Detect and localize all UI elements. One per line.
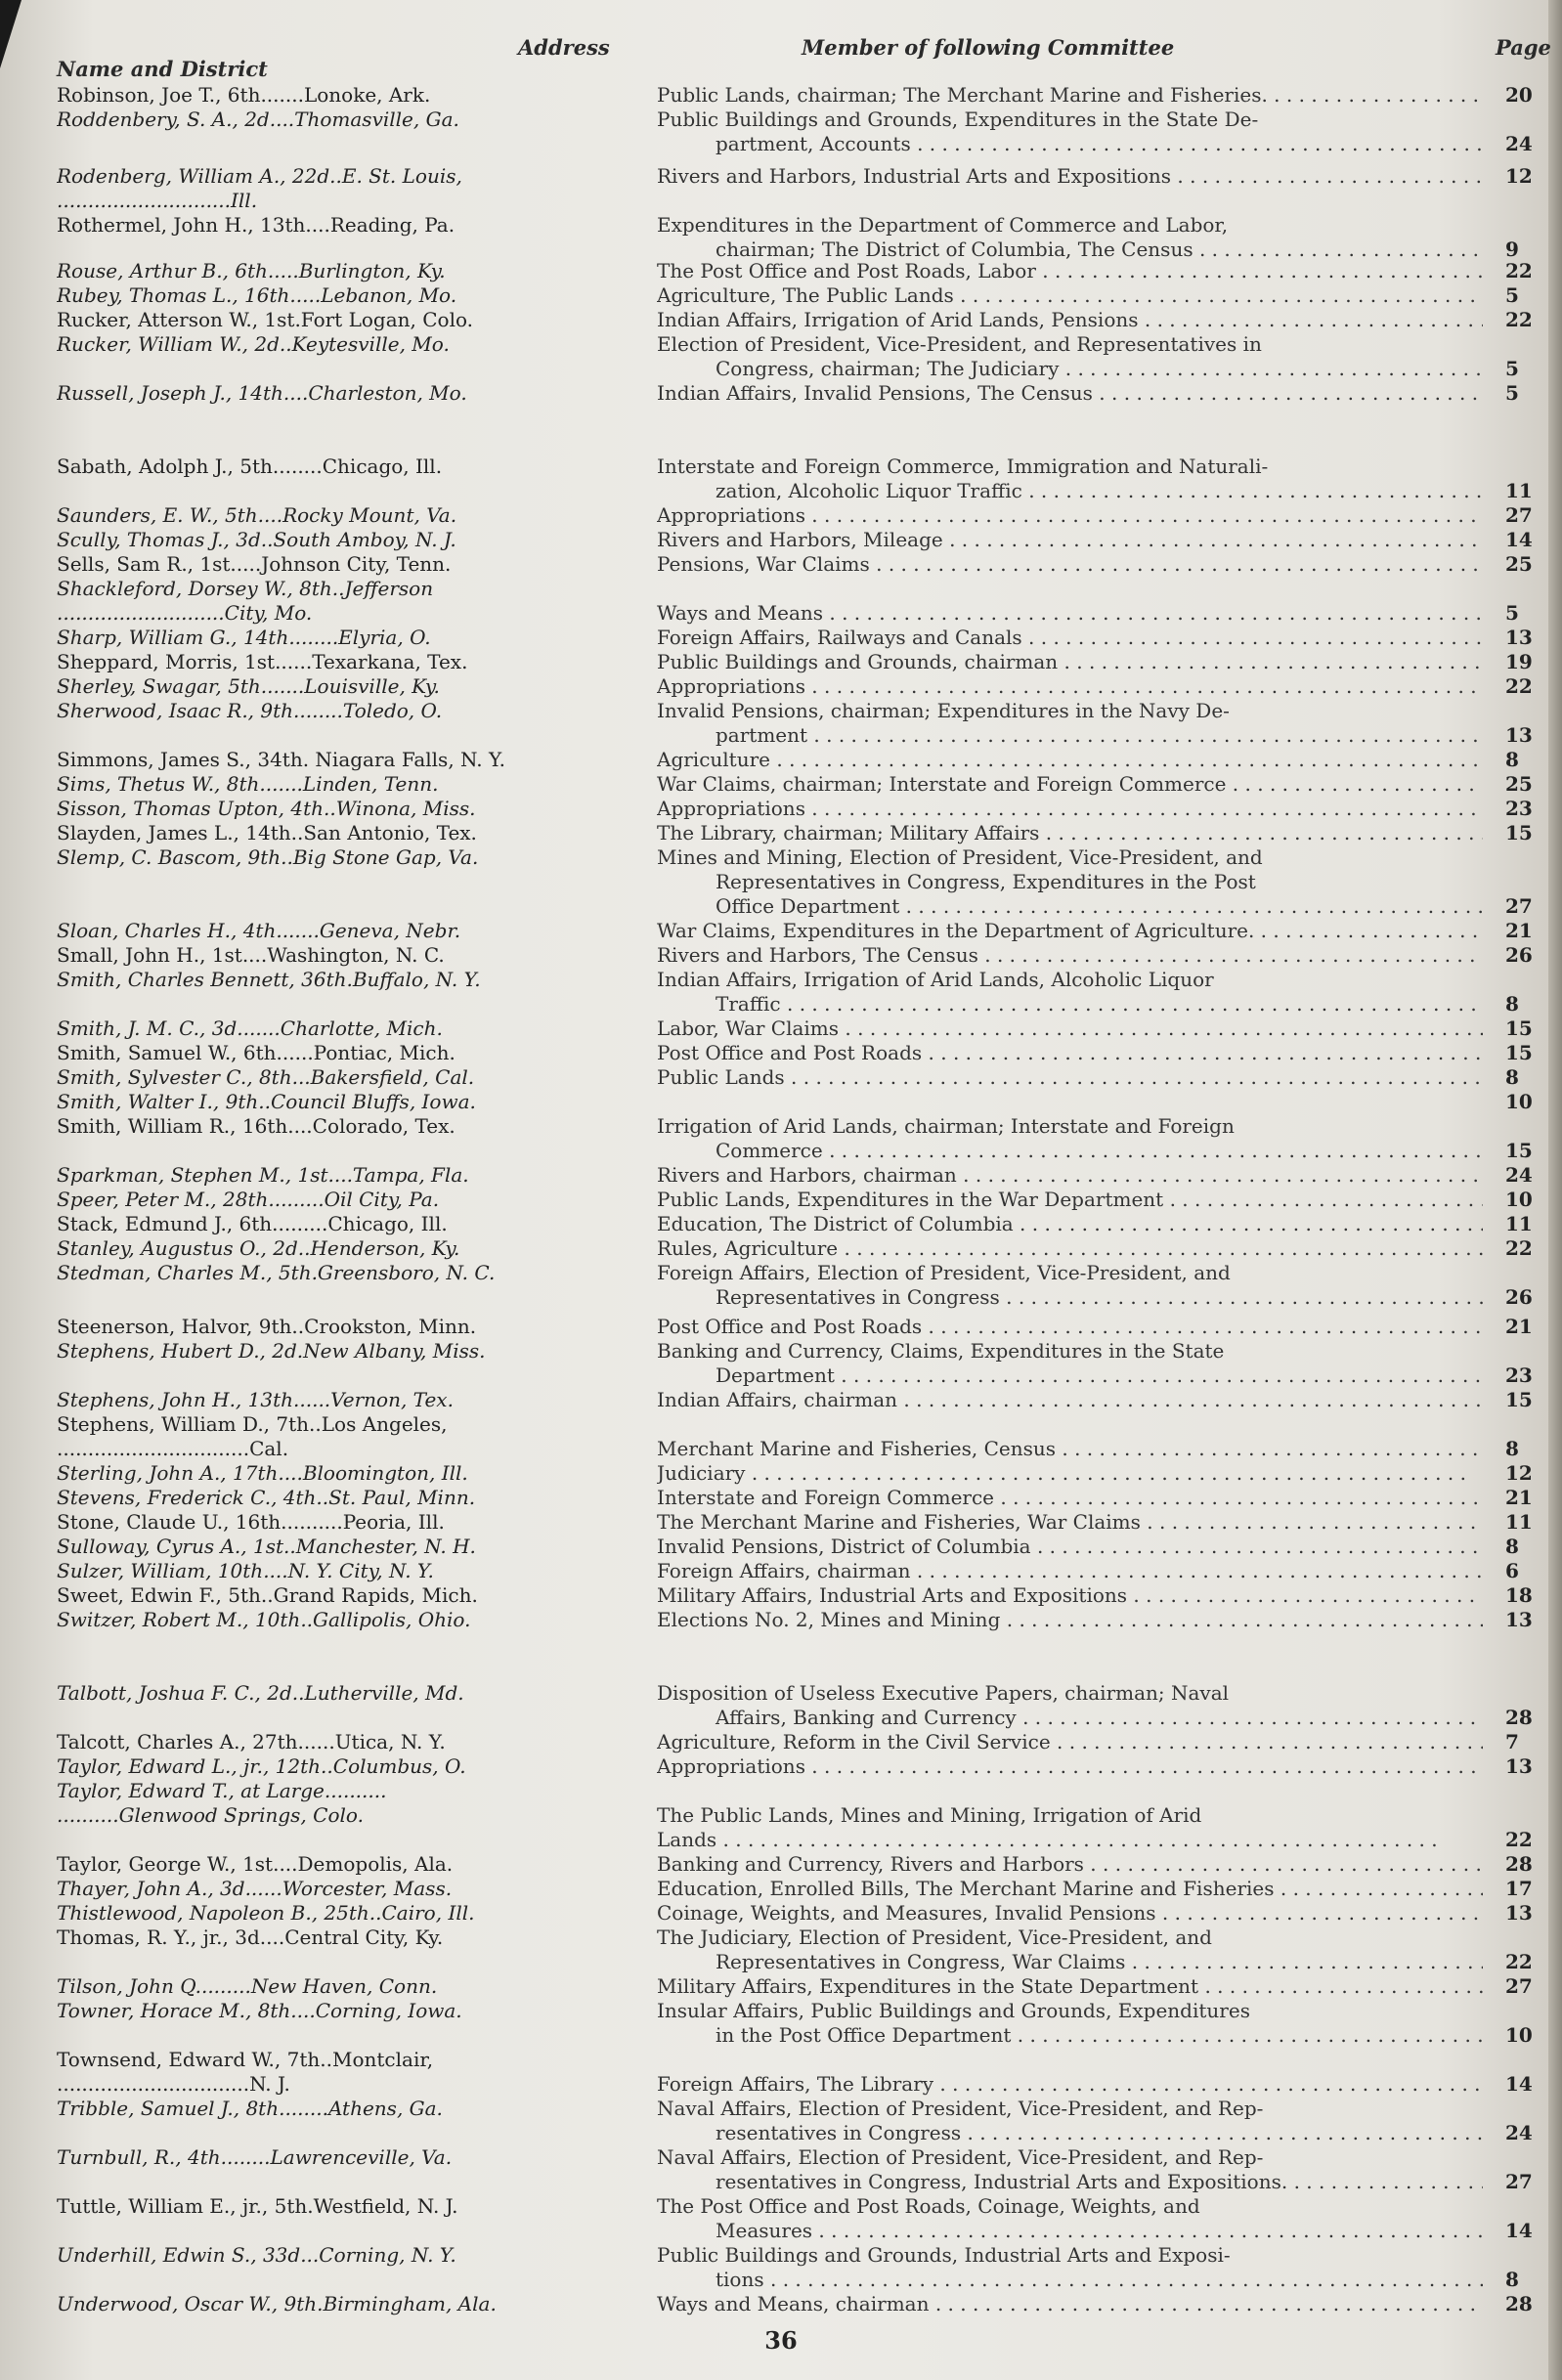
member-name-district-address: Sloan, Charles H., 4th.......Geneva, Nebr. xyxy=(57,919,461,942)
page-reference: 25 xyxy=(1505,772,1533,796)
committee-list xyxy=(657,968,1483,1017)
committee-line: Agriculture . . . xyxy=(657,748,1483,772)
committee-line xyxy=(657,1412,1483,1437)
committee-list xyxy=(657,1041,1483,1065)
committee-list xyxy=(657,821,1483,845)
page-reference: 28 xyxy=(1505,1852,1533,1876)
page-reference: 14 xyxy=(1505,528,1533,551)
committee-list xyxy=(657,2048,1483,2097)
committee-list xyxy=(657,626,1483,650)
page-reference: 10 xyxy=(1505,1090,1533,1113)
member-name-district-address: Rubey, Thomas L., 16th.....Lebanon, Mo. xyxy=(57,283,457,307)
member-name-district-address: Sulloway, Cyrus A., 1st..Manchester, N. H. xyxy=(57,1535,476,1558)
committee-line: Agriculture, Reform in the Civil Service . . . xyxy=(657,1730,1483,1754)
member-name-district-address: Underhill, Edwin S., 33d...Corning, N. Y. xyxy=(57,2243,456,2267)
committee-line: Lands . . . xyxy=(657,1828,1483,1852)
committee-list xyxy=(657,674,1483,699)
page-reference: 15 xyxy=(1505,821,1533,844)
committee-list xyxy=(657,1114,1483,1163)
committee-line: The Judiciary, Election of President, Vice-President, and xyxy=(657,1926,1212,1949)
committee-list xyxy=(657,1852,1483,1877)
committee-line: The Public Lands, Mines and Mining, Irrigation of Arid xyxy=(657,1803,1202,1827)
committee-list xyxy=(657,2097,1483,2145)
committee-list xyxy=(657,943,1483,968)
member-name-district-address: Smith, Samuel W., 6th......Pontiac, Mich. xyxy=(57,1041,456,1064)
committee-list xyxy=(657,1974,1483,1999)
page-reference: 24 xyxy=(1505,132,1533,155)
page-reference: 9 xyxy=(1505,238,1519,261)
committee-line: Public Lands . . . xyxy=(657,1065,1483,1090)
page-reference: 22 xyxy=(1505,308,1533,331)
committee-line: Naval Affairs, Election of President, Vice-President, and Rep- xyxy=(657,2097,1264,2120)
committee-line: Office Department . . . xyxy=(657,894,1483,919)
committee-list xyxy=(657,213,1483,262)
committee-list xyxy=(657,1926,1483,1974)
committee-list xyxy=(657,552,1483,577)
committee-list xyxy=(657,1339,1483,1388)
page-reference: 13 xyxy=(1505,626,1533,649)
committee-line: Ways and Means, chairman . . . xyxy=(657,2292,1483,2316)
committee-list xyxy=(657,1535,1483,1559)
committee-list xyxy=(657,2145,1483,2194)
page-reference: 13 xyxy=(1505,1901,1533,1925)
member-name-district-address: Sparkman, Stephen M., 1st....Tampa, Fla. xyxy=(57,1163,469,1187)
page-reference: 5 xyxy=(1505,381,1519,405)
committee-list xyxy=(657,1681,1483,1730)
committee-list xyxy=(657,1754,1483,1779)
committee-line: resentatives in Congress . . . xyxy=(657,2121,1483,2145)
page-reference: 26 xyxy=(1505,1285,1533,1309)
committee-line: Indian Affairs, Irrigation of Arid Lands, Alcoholic Liquor xyxy=(657,968,1214,991)
committee-line: Invalid Pensions, chairman; Expenditures in the Navy De- xyxy=(657,699,1230,722)
page-reference: 22 xyxy=(1505,259,1533,282)
committee-list xyxy=(657,454,1483,503)
member-name-district-address: Sharp, William G., 14th........Elyria, O. xyxy=(57,626,431,649)
member-name-district-address: Stephens, William D., 7th..Los Angeles, ...............................Cal. xyxy=(57,1412,448,1460)
page-reference: 28 xyxy=(1505,2292,1533,2315)
member-name-district-address: Shackleford, Dorsey W., 8th..Jefferson ...........................City, Mo. xyxy=(57,577,434,625)
page-corner-fold xyxy=(0,0,22,68)
committee-list xyxy=(657,1901,1483,1926)
page-reference: 15 xyxy=(1505,1139,1533,1162)
committee-line: Education, The District of Columbia . . . xyxy=(657,1212,1483,1236)
committee-list xyxy=(657,1065,1483,1090)
member-name-district-address: Rucker, Atterson W., 1st.Fort Logan, Colo. xyxy=(57,308,474,331)
member-name-district-address: Thayer, John A., 3d......Worcester, Mass. xyxy=(57,1877,453,1900)
committee-line: in the Post Office Department . . . xyxy=(657,2023,1483,2048)
member-name-district-address: Smith, William R., 16th....Colorado, Tex. xyxy=(57,1114,456,1138)
member-name-district-address: Rothermel, John H., 13th....Reading, Pa. xyxy=(57,213,456,237)
page-reference: 24 xyxy=(1505,2121,1533,2144)
member-name-district-address: Smith, Walter I., 9th..Council Bluffs, Iowa. xyxy=(57,1090,476,1113)
committee-line: The Post Office and Post Roads, Labor . . . xyxy=(657,259,1483,283)
page-reference: 24 xyxy=(1505,1163,1533,1187)
page-reference: 27 xyxy=(1505,2170,1533,2193)
member-name-district-address: Sterling, John A., 17th....Bloomington, Ill. xyxy=(57,1461,468,1485)
page-reference: 15 xyxy=(1505,1041,1533,1064)
member-name-district-address: Tribble, Samuel J., 8th........Athens, Ga. xyxy=(57,2097,443,2120)
member-name-district-address: Stephens, Hubert D., 2d.New Albany, Miss. xyxy=(57,1339,486,1363)
page-reference: 14 xyxy=(1505,2219,1533,2242)
committee-line: Appropriations . . . xyxy=(657,797,1483,821)
member-name-district-address: Sherwood, Isaac R., 9th........Toledo, O. xyxy=(57,699,443,722)
page-reference: 12 xyxy=(1505,1461,1533,1485)
committee-line: Measures . . . xyxy=(657,2219,1483,2243)
column-header-name: Name and District xyxy=(57,57,268,81)
committee-line: War Claims, chairman; Interstate and Foreign Commerce . . . xyxy=(657,772,1483,797)
page-reference: 27 xyxy=(1505,503,1533,527)
page-reference: 11 xyxy=(1505,479,1533,502)
committee-line: Judiciary . . . xyxy=(657,1461,1483,1486)
page-reference: 11 xyxy=(1505,1510,1533,1534)
committee-line: Congress, chairman; The Judiciary . . . xyxy=(657,357,1483,381)
member-name-district-address: Robinson, Joe T., 6th.......Lonoke, Ark. xyxy=(57,83,431,107)
page-reference: 26 xyxy=(1505,943,1533,967)
committee-line: Interstate and Foreign Commerce, Immigration and Naturali- xyxy=(657,454,1269,478)
committee-line: Labor, War Claims . . . xyxy=(657,1017,1483,1041)
committee-line: resentatives in Congress, Industrial Arts and Expositions. . . . xyxy=(657,2170,1483,2194)
committee-line: Public Lands, Expenditures in the War Department . . . xyxy=(657,1188,1483,1212)
committee-line: Public Buildings and Grounds, Industrial Arts and Exposi- xyxy=(657,2243,1231,2267)
committee-list xyxy=(657,2194,1483,2243)
committee-line: Public Buildings and Grounds, Expenditures in the State De- xyxy=(657,108,1259,131)
page-reference: 25 xyxy=(1505,552,1533,576)
committee-line: Representatives in Congress . . . xyxy=(657,1285,1483,1310)
committee-line: The Post Office and Post Roads, Coinage, Weights, and xyxy=(657,2194,1200,2218)
page-reference: 15 xyxy=(1505,1388,1533,1411)
committee-line: Post Office and Post Roads . . . xyxy=(657,1041,1483,1065)
page-reference: 18 xyxy=(1505,1583,1533,1607)
committee-line: Merchant Marine and Fisheries, Census . . . xyxy=(657,1437,1483,1461)
member-name-district-address: Sweet, Edwin F., 5th..Grand Rapids, Mich. xyxy=(57,1583,478,1607)
page-reference: 8 xyxy=(1505,2268,1519,2291)
committee-line: Affairs, Banking and Currency . . . xyxy=(657,1706,1483,1730)
committee-line: Elections No. 2, Mines and Mining . . . xyxy=(657,1608,1483,1632)
page-reference: 27 xyxy=(1505,894,1533,918)
committee-list xyxy=(657,83,1483,108)
committee-list xyxy=(657,1461,1483,1486)
column-header-committee: Member of following Committee xyxy=(802,35,1175,60)
member-name-district-address: Saunders, E. W., 5th....Rocky Mount, Va. xyxy=(57,503,457,527)
member-name-district-address: Stevens, Frederick C., 4th..St. Paul, Minn. xyxy=(57,1486,476,1509)
committee-line: Rivers and Harbors, The Census . . . xyxy=(657,943,1483,968)
member-name-district-address: Taylor, Edward T., at Large.......... ..........Glenwood Springs, Colo. xyxy=(57,1779,387,1827)
committee-line: Foreign Affairs, chairman . . . xyxy=(657,1559,1483,1583)
committee-line xyxy=(657,1779,1483,1803)
committee-line: Pensions, War Claims . . . xyxy=(657,552,1483,577)
committee-list xyxy=(657,1212,1483,1236)
committee-line: Education, Enrolled Bills, The Merchant Marine and Fisheries . . . xyxy=(657,1877,1483,1901)
committee-line: War Claims, Expenditures in the Department of Agriculture. . . . xyxy=(657,919,1483,943)
member-name-district-address: Underwood, Oscar W., 9th.Birmingham, Ala. xyxy=(57,2292,497,2315)
page-reference: 7 xyxy=(1505,1730,1519,1753)
committee-list xyxy=(657,332,1483,381)
member-name-district-address: Switzer, Robert M., 10th..Gallipolis, Ohio. xyxy=(57,1608,471,1631)
committee-line: zation, Alcoholic Liquor Traffic . . . xyxy=(657,479,1483,503)
committee-list xyxy=(657,1510,1483,1535)
committee-line: Banking and Currency, Claims, Expenditures in the State xyxy=(657,1339,1225,1363)
committee-list xyxy=(657,308,1483,332)
page-reference: 21 xyxy=(1505,1315,1533,1338)
committee-line: Rivers and Harbors, Mileage . . . xyxy=(657,528,1483,552)
committee-line: Rivers and Harbors, Industrial Arts and Expositions . . . xyxy=(657,164,1483,189)
member-name-district-address: Stack, Edmund J., 6th.........Chicago, Ill. xyxy=(57,1212,448,1235)
committee-line: Rules, Agriculture . . . xyxy=(657,1236,1483,1261)
committee-line: partment . . . xyxy=(657,723,1483,748)
member-name-district-address: Taylor, Edward L., jr., 12th..Columbus, O. xyxy=(57,1754,466,1778)
committee-line: Commerce . . . xyxy=(657,1139,1483,1163)
committee-line: Mines and Mining, Election of President, Vice-President, and xyxy=(657,845,1263,869)
page-reference: 23 xyxy=(1505,1363,1533,1387)
page-reference: 14 xyxy=(1505,2072,1533,2096)
committee-line: Military Affairs, Industrial Arts and Expositions . . . xyxy=(657,1583,1483,1608)
member-name-district-address: Tuttle, William E., jr., 5th.Westfield, N. J. xyxy=(57,2194,458,2218)
page-reference: 10 xyxy=(1505,2023,1533,2047)
committee-list xyxy=(657,1261,1483,1310)
committee-line: The Merchant Marine and Fisheries, War Claims . . . xyxy=(657,1510,1483,1535)
committee-list xyxy=(657,1188,1483,1212)
member-name-district-address: Townsend, Edward W., 7th..Montclair, ...............................N. J. xyxy=(57,2048,434,2096)
committee-list xyxy=(657,2243,1483,2292)
committee-list xyxy=(657,503,1483,528)
book-spine-shadow xyxy=(1548,0,1562,2380)
member-name-district-address: Sulzer, William, 10th....N. Y. City, N. Y. xyxy=(57,1559,434,1582)
committee-line: Public Buildings and Grounds, chairman . . . xyxy=(657,650,1483,674)
member-name-district-address: Rucker, William W., 2d..Keytesville, Mo. xyxy=(57,332,450,356)
committee-list xyxy=(657,1486,1483,1510)
committee-line: tions . . . xyxy=(657,2268,1483,2292)
member-name-district-address: Stanley, Augustus O., 2d..Henderson, Ky. xyxy=(57,1236,460,1260)
member-name-district-address: Sells, Sam R., 1st.....Johnson City, Tenn. xyxy=(57,552,452,576)
page-reference: 28 xyxy=(1505,1706,1533,1729)
member-name-district-address: Simmons, James S., 34th. Niagara Falls, N. Y. xyxy=(57,748,505,771)
page-reference: 22 xyxy=(1505,1236,1533,1260)
page-reference: 13 xyxy=(1505,1608,1533,1631)
page-reference: 22 xyxy=(1505,1950,1533,1973)
committee-line: Election of President, Vice-President, and Representatives in xyxy=(657,332,1262,356)
member-name-district-address: Sherley, Swagar, 5th.......Louisville, Ky. xyxy=(57,674,440,698)
committee-list xyxy=(657,1017,1483,1041)
member-name-district-address: Turnbull, R., 4th........Lawrenceville, Va. xyxy=(57,2145,453,2169)
committee-line: The Library, chairman; Military Affairs . . . xyxy=(657,821,1483,845)
page-reference: 19 xyxy=(1505,650,1533,673)
member-name-district-address: Roddenbery, S. A., 2d....Thomasville, Ga. xyxy=(57,108,459,131)
page-reference: 23 xyxy=(1505,797,1533,820)
page-reference: 5 xyxy=(1505,601,1519,625)
committee-list xyxy=(657,1877,1483,1901)
member-name-district-address: Tilson, John Q.........New Haven, Conn. xyxy=(57,1974,438,1998)
page-reference: 10 xyxy=(1505,1188,1533,1211)
committee-line: Indian Affairs, Irrigation of Arid Lands, Pensions . . . xyxy=(657,308,1483,332)
committee-line: Appropriations . . . xyxy=(657,503,1483,528)
member-name-district-address: Slemp, C. Bascom, 9th..Big Stone Gap, Va. xyxy=(57,845,479,869)
page-reference: 12 xyxy=(1505,164,1533,188)
committee-list xyxy=(657,1236,1483,1261)
member-name-district-address: Thomas, R. Y., jr., 3d....Central City, Ky. xyxy=(57,1926,444,1949)
committee-list xyxy=(657,772,1483,797)
committee-list xyxy=(657,1412,1483,1461)
committee-line: partment, Accounts . . . xyxy=(657,132,1483,156)
committee-list xyxy=(657,381,1483,406)
committee-line: Interstate and Foreign Commerce . . . xyxy=(657,1486,1483,1510)
committee-list xyxy=(657,797,1483,821)
committee-line: Invalid Pensions, District of Columbia . . . xyxy=(657,1535,1483,1559)
committee-line: Department . . . xyxy=(657,1363,1483,1388)
page-reference: 5 xyxy=(1505,357,1519,380)
page-reference: 11 xyxy=(1505,1212,1533,1235)
member-name-district-address: Smith, Sylvester C., 8th...Bakersfield, Cal. xyxy=(57,1065,475,1089)
page-reference: 20 xyxy=(1505,83,1533,107)
committee-line xyxy=(657,577,1483,601)
page-number: 36 xyxy=(764,2326,798,2355)
member-name-district-address: Talcott, Charles A., 27th......Utica, N. Y. xyxy=(57,1730,446,1753)
committee-list xyxy=(657,1559,1483,1583)
member-name-district-address: Small, John H., 1st....Washington, N. C. xyxy=(57,943,445,967)
committee-list xyxy=(657,164,1483,189)
committee-line: Naval Affairs, Election of President, Vice-President, and Rep- xyxy=(657,2145,1264,2169)
member-name-district-address: Stone, Claude U., 16th..........Peoria, Ill. xyxy=(57,1510,445,1534)
member-name-district-address: Smith, Charles Bennett, 36th.Buffalo, N. Y. xyxy=(57,968,481,991)
page-reference: 21 xyxy=(1505,919,1533,942)
member-name-district-address: Rodenberg, William A., 22d..E. St. Louis, ............................Ill. xyxy=(57,164,462,212)
committee-line: Post Office and Post Roads . . . xyxy=(657,1315,1483,1339)
page-reference: 8 xyxy=(1505,992,1519,1016)
member-name-district-address: Russell, Joseph J., 14th....Charleston, Mo. xyxy=(57,381,467,405)
member-name-district-address: Talbott, Joshua F. C., 2d..Lutherville, Md. xyxy=(57,1681,464,1705)
committee-line: Coinage, Weights, and Measures, Invalid Pensions . . . xyxy=(657,1901,1483,1926)
member-name-district-address: Stephens, John H., 13th......Vernon, Tex. xyxy=(57,1388,454,1411)
committee-list xyxy=(657,577,1483,626)
committee-line: Representatives in Congress, War Claims . . . xyxy=(657,1950,1483,1974)
committee-list xyxy=(657,1583,1483,1608)
page-reference: 13 xyxy=(1505,723,1533,747)
member-name-district-address: Stedman, Charles M., 5th.Greensboro, N. C. xyxy=(57,1261,496,1284)
committee-list xyxy=(657,699,1483,748)
committee-line: Irrigation of Arid Lands, chairman; Interstate and Foreign xyxy=(657,1114,1235,1138)
page-reference: 22 xyxy=(1505,1828,1533,1851)
committee-list xyxy=(657,1730,1483,1754)
committee-list xyxy=(657,845,1483,919)
committee-list xyxy=(657,1608,1483,1632)
page-reference: 15 xyxy=(1505,1017,1533,1040)
committee-list xyxy=(657,1315,1483,1339)
member-name-district-address: Sheppard, Morris, 1st......Texarkana, Tex. xyxy=(57,650,468,673)
committee-list xyxy=(657,2292,1483,2316)
committee-list xyxy=(657,919,1483,943)
page-reference: 8 xyxy=(1505,748,1519,771)
committee-line: Indian Affairs, chairman . . . xyxy=(657,1388,1483,1412)
page-reference: 13 xyxy=(1505,1754,1533,1778)
page-reference: 8 xyxy=(1505,1437,1519,1460)
member-name-district-address: Sabath, Adolph J., 5th........Chicago, Ill. xyxy=(57,454,443,478)
page-reference: 8 xyxy=(1505,1535,1519,1558)
committee-line: Appropriations . . . xyxy=(657,674,1483,699)
committee-list xyxy=(657,283,1483,308)
committee-list xyxy=(657,1388,1483,1412)
committee-list xyxy=(657,108,1483,156)
member-name-district-address: Rouse, Arthur B., 6th.....Burlington, Ky. xyxy=(57,259,446,282)
member-name-district-address: Scully, Thomas J., 3d..South Amboy, N. J. xyxy=(57,528,456,551)
page-reference: 21 xyxy=(1505,1486,1533,1509)
column-header-address: Address xyxy=(518,35,610,60)
committee-line: Insular Affairs, Public Buildings and Grounds, Expenditures xyxy=(657,1999,1250,2022)
committee-line: Foreign Affairs, Railways and Canals . . . xyxy=(657,626,1483,650)
committee-list xyxy=(657,528,1483,552)
member-name-district-address: Thistlewood, Napoleon B., 25th..Cairo, Ill. xyxy=(57,1901,475,1925)
committee-line: Rivers and Harbors, chairman . . . xyxy=(657,1163,1483,1188)
committee-line: Public Lands, chairman; The Merchant Marine and Fisheries. . . . xyxy=(657,83,1483,108)
member-name-district-address: Sisson, Thomas Upton, 4th..Winona, Miss. xyxy=(57,797,476,820)
page-reference: 17 xyxy=(1505,1877,1533,1900)
committee-line: Indian Affairs, Invalid Pensions, The Census . . . xyxy=(657,381,1483,406)
committee-list xyxy=(657,748,1483,772)
committee-line: Military Affairs, Expenditures in the State Department . . . xyxy=(657,1974,1483,1999)
committee-line: Foreign Affairs, The Library . . . xyxy=(657,2072,1483,2097)
committee-list xyxy=(657,650,1483,674)
committee-line: Representatives in Congress, Expenditures in the Post xyxy=(716,870,1256,893)
column-header-page: Page xyxy=(1496,35,1551,60)
committee-line: Ways and Means . . . xyxy=(657,601,1483,626)
committee-line xyxy=(657,2048,1483,2072)
page-reference: 27 xyxy=(1505,1974,1533,1998)
member-name-district-address: Speer, Peter M., 28th.........Oil City, Pa. xyxy=(57,1188,440,1211)
member-name-district-address: Steenerson, Halvor, 9th..Crookston, Minn. xyxy=(57,1315,477,1338)
committee-line: Appropriations . . . xyxy=(657,1754,1483,1779)
page-reference: 22 xyxy=(1505,674,1533,698)
committee-line: Traffic . . . xyxy=(657,992,1483,1017)
page-reference: 8 xyxy=(1505,1065,1519,1089)
member-name-district-address: Sims, Thetus W., 8th.......Linden, Tenn. xyxy=(57,772,439,796)
member-name-district-address: Smith, J. M. C., 3d.......Charlotte, Mich. xyxy=(57,1017,443,1040)
page-reference: 5 xyxy=(1505,283,1519,307)
member-name-district-address: Taylor, George W., 1st....Demopolis, Ala. xyxy=(57,1852,454,1876)
committee-list xyxy=(657,1163,1483,1188)
member-name-district-address: Towner, Horace M., 8th....Corning, Iowa. xyxy=(57,1999,462,2022)
committee-list xyxy=(657,259,1483,283)
member-name-district-address: Slayden, James L., 14th..San Antonio, Tex. xyxy=(57,821,477,844)
committee-line: Disposition of Useless Executive Papers, chairman; Naval xyxy=(657,1681,1230,1705)
committee-line: Foreign Affairs, Election of President, Vice-President, and xyxy=(657,1261,1231,1284)
committee-line: Agriculture, The Public Lands . . . xyxy=(657,283,1483,308)
committee-line: Banking and Currency, Rivers and Harbors . . . xyxy=(657,1852,1483,1877)
committee-list xyxy=(657,1779,1483,1852)
committee-list xyxy=(657,1999,1483,2048)
committee-line: chairman; The District of Columbia, The Census . . . xyxy=(657,238,1483,262)
page-reference: 6 xyxy=(1505,1559,1519,1582)
committee-line: Expenditures in the Department of Commerce and Labor, xyxy=(657,213,1229,237)
